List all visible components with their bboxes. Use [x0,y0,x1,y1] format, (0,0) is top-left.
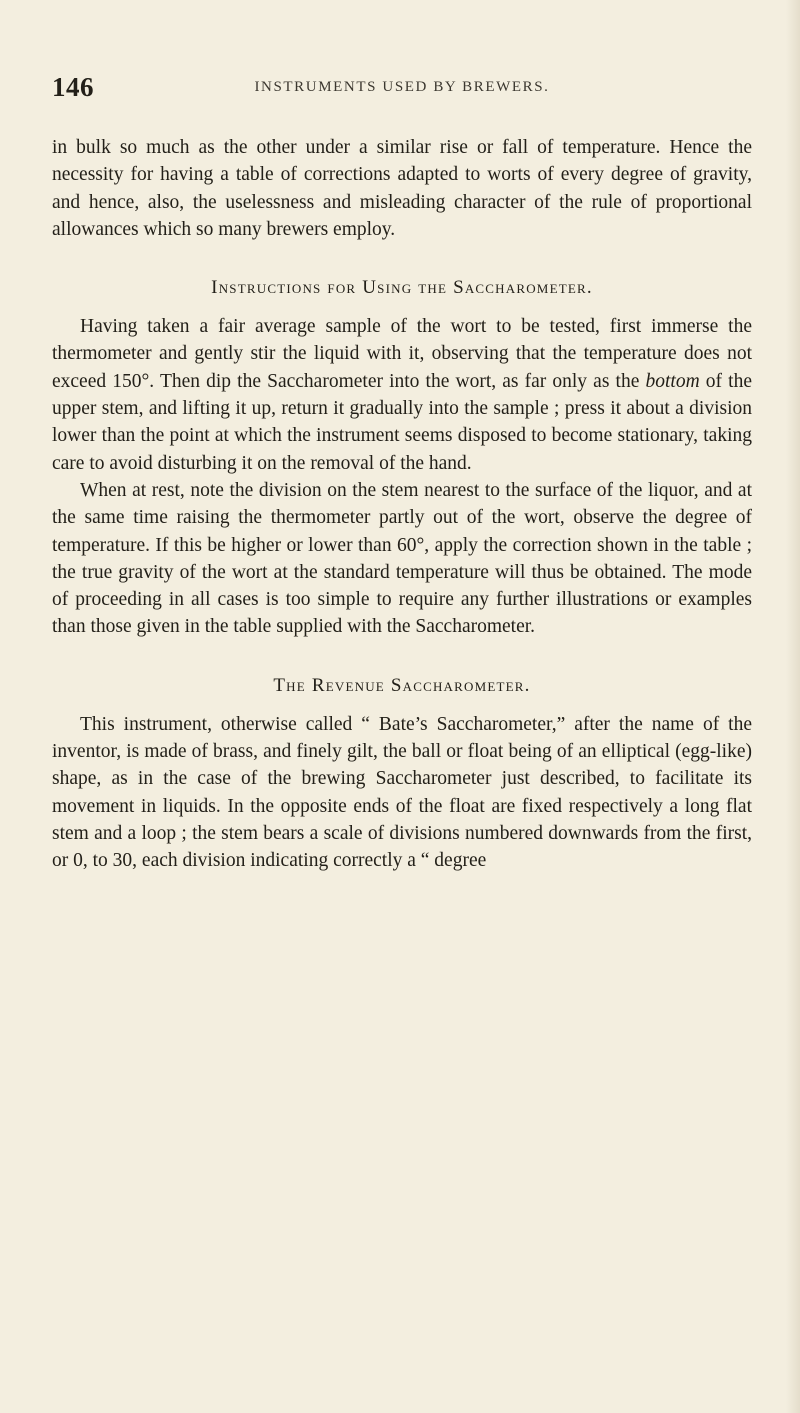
running-title: INSTRUMENTS USED BY BREWERS. [254,79,550,95]
instructions-paragraph-1 [52,313,752,477]
instructions-paragraph-2: When at rest, note the division on the stem nearest to the surface of the liquor, and at the same time raising the thermometer partly out of the wort, observe the degree of temperature. If this be higher or lower than 60°, apply the correction shown in the table ; the true gravity of the wort at the standard temperature will thus be obtained. The mode of proceeding in all cases is too simple to require any further illustrations or examples than those given in the table supplied with the Saccharometer. [52,479,752,638]
page-number: 146 [52,72,94,102]
section-heading-instructions: Instructions for Using the Saccharometer. [211,277,593,299]
section-heading-revenue-saccharometer: The Revenue Saccharometer. [273,674,531,696]
running-head [52,70,752,110]
instructions-p1-italic-word: bottom [645,370,700,392]
revenue-paragraph-1: This instrument, otherwise called “ Bate’s Saccharometer,” after the name of the inventor, is made of brass, and finely gilt, the ball or float being of an elliptical (egg-like) shape, as in the case of the brewing Saccharometer just described, to facilitate its movement in liquids. In the opposite ends of the float are fixed respectively a long flat stem and a loop ; the stem bears a scale of divisions numbered downwards from the first, or 0, to 30, each division indicating correctly a “ degree [52,713,752,872]
instructions-p1-text-after: of the upper stem, and lifting it up, return it gradually into the sample ; press it about a division lower than the point at which the instrument seems disposed to become stationary, taking care to avoid disturbing it on the removal of the hand. [52,370,752,474]
page-edge-shadow [786,0,800,1413]
continuation-paragraph: in bulk so much as the other under a similar rise or fall of temperature. Hence the necessity for having a table of corrections adapted to worts of every degree of gravity, and hence, also, the uselessness and misleading character of the rule of proportional allowances which so many brewers employ. [52,137,752,240]
instructions-p1-text-before: Having taken a fair average sample of the wort to be tested, first immerse the thermometer and gently stir the liquid with it, observing that the temperature does not exceed 150°. Then dip the Saccharometer into the wort, as far only as the [52,316,752,392]
